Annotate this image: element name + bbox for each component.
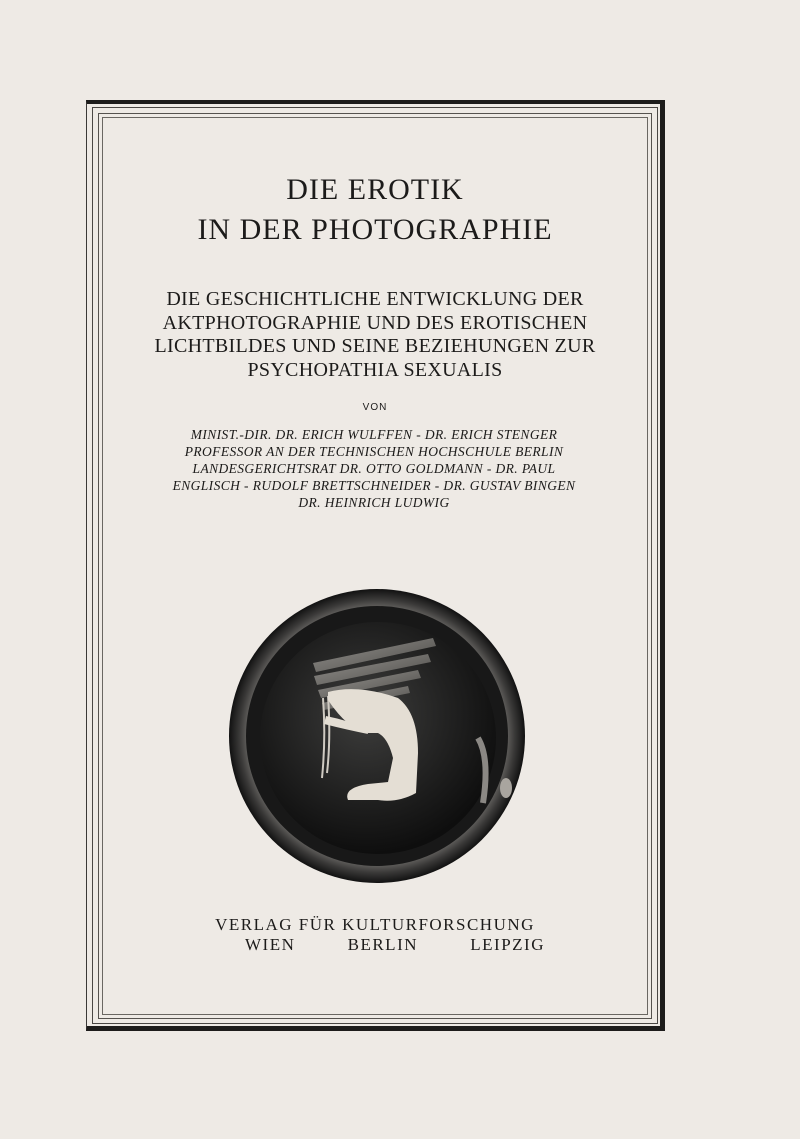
publisher-cities — [245, 935, 545, 955]
subtitle-line-3: LICHTBILDES UND SEINE BEZIEHUNGEN ZUR — [154, 335, 596, 357]
authors-line-4: ENGLISCH - RUDOLF BRETTSCHNEIDER - DR. GUSTAV BINGEN — [172, 478, 576, 493]
von-label: VON — [362, 402, 388, 413]
authors-line-1: MINIST.-DIR. DR. ERICH WULFFEN - DR. ERICH STENGER — [190, 427, 558, 442]
title-line-1: DIE EROTIK — [286, 173, 464, 206]
authors-list — [118, 426, 630, 511]
publisher-name: VERLAG FÜR KULTURFORSCHUNG — [215, 915, 535, 934]
title-line-2: IN DER PHOTOGRAPHIE — [197, 213, 553, 246]
subtitle-line-4: PSYCHOPATHIA SEXUALIS — [247, 358, 503, 381]
authors-line-2: PROFESSOR AN DER TECHNISCHEN HOCHSCHULE BERLIN — [184, 444, 564, 459]
subtitle-line-2: AKTPHOTOGRAPHIE UND DES EROTISCHEN — [162, 311, 588, 334]
city-berlin: BERLIN — [347, 935, 419, 954]
book-subtitle — [102, 288, 648, 382]
authors-line-3: LANDESGERICHTSRAT DR. OTTO GOLDMANN - DR. PAUL — [192, 461, 556, 476]
camera-lens-photo-icon — [228, 588, 526, 884]
authors-line-5: DR. HEINRICH LUDWIG — [298, 495, 450, 510]
book-title — [102, 170, 648, 250]
city-wien: WIEN — [245, 935, 296, 954]
city-leipzig: LEIPZIG — [470, 935, 545, 954]
subtitle-line-1: DIE GESCHICHTLICHE ENTWICKLUNG DER — [166, 288, 584, 310]
